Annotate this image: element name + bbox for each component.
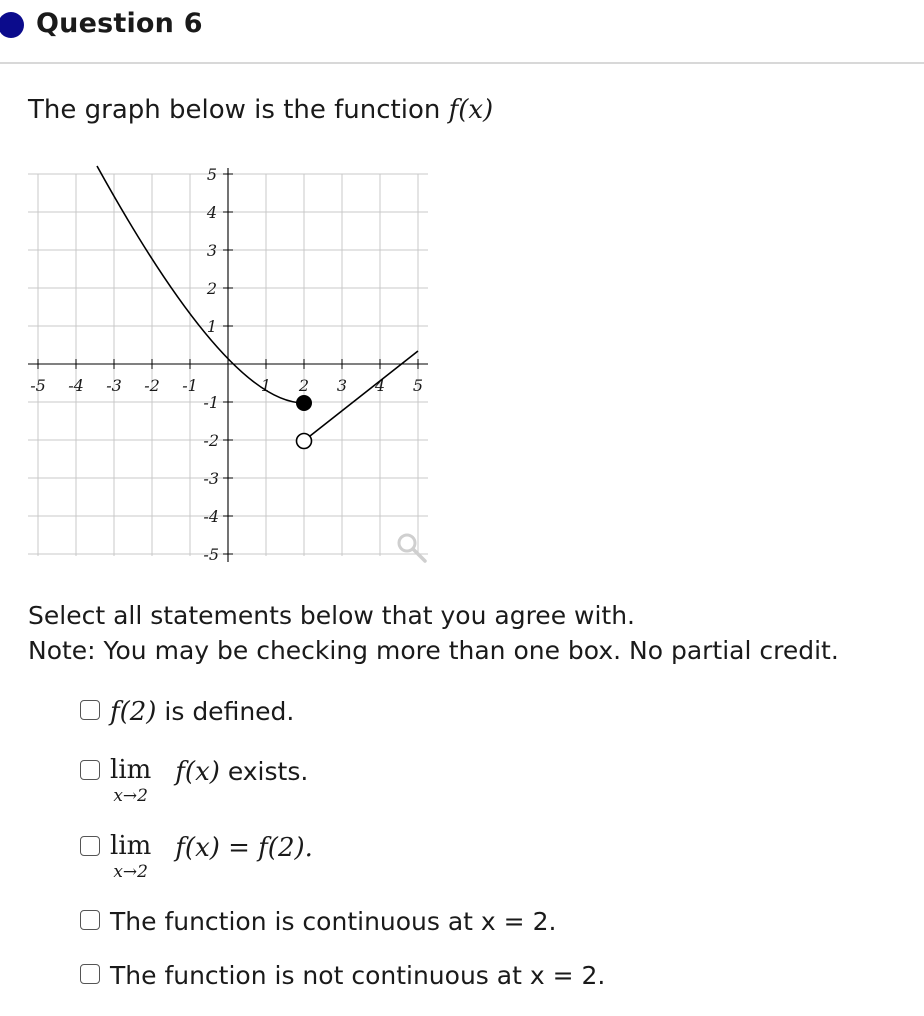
- magnifier-icon[interactable]: [399, 535, 425, 561]
- limit-notation: [110, 832, 151, 882]
- closed-point: [296, 395, 312, 411]
- checkbox-option-3[interactable]: [80, 836, 100, 856]
- prompt-function: f(x): [448, 95, 494, 125]
- x-tick-labels: [30, 376, 423, 395]
- limit-notation: [110, 756, 151, 806]
- y-tick-label: -1: [203, 393, 219, 412]
- question-prompt: [28, 95, 493, 125]
- y-tick-label: -5: [203, 545, 219, 564]
- option-continuous[interactable]: [80, 906, 556, 938]
- x-tick-label: -4: [68, 376, 84, 395]
- x-tick-label: 4: [374, 376, 386, 395]
- x-tick-label: 5: [412, 376, 424, 395]
- x-tick-label: 3: [336, 376, 348, 395]
- y-tick-label: -2: [203, 431, 219, 450]
- axes: [28, 168, 428, 562]
- option-f2-defined[interactable]: [80, 696, 294, 728]
- instruction-line-1: Select all statements below that you agree with.: [28, 601, 636, 630]
- y-tick-label: -4: [203, 507, 219, 526]
- y-tick-label: 3: [206, 241, 217, 260]
- option-not-continuous[interactable]: [80, 960, 605, 992]
- option-2-text: exists.: [219, 757, 309, 786]
- checkbox-option-4[interactable]: [80, 910, 100, 930]
- lim-word: lim: [110, 755, 152, 785]
- function-graph: [0, 150, 440, 575]
- instructions: [28, 598, 839, 668]
- x-tick-label: -3: [106, 376, 122, 395]
- x-tick-label: -5: [30, 376, 46, 395]
- option-1-math: f(2): [110, 697, 157, 727]
- question-title: Question 6: [36, 8, 203, 39]
- x-tick-label: 1: [260, 376, 272, 395]
- option-5-text: The function is not continuous at x = 2.: [110, 961, 606, 990]
- x-tick-label: -1: [182, 376, 198, 395]
- status-dot-icon: [0, 12, 24, 38]
- open-point: [297, 434, 312, 449]
- x-tick-label: -2: [144, 376, 160, 395]
- checkbox-option-2[interactable]: [80, 760, 100, 780]
- option-4-text: The function is continuous at x = 2.: [110, 907, 557, 936]
- lim-word: lim: [110, 831, 152, 861]
- option-1-text: is defined.: [156, 697, 295, 726]
- y-tick-label: 1: [206, 317, 217, 336]
- option-3-math: f(x) = f(2).: [175, 833, 313, 863]
- lim-subscript: x→2: [113, 786, 148, 806]
- instruction-line-2: Note: You may be checking more than one box. No partial credit.: [28, 636, 839, 665]
- option-limit-equals-f2[interactable]: [80, 832, 313, 882]
- option-2-math: f(x): [175, 757, 220, 787]
- option-limit-exists[interactable]: [80, 756, 308, 806]
- y-tick-label: 4: [206, 203, 217, 222]
- y-tick-label: 2: [206, 279, 217, 298]
- prompt-text: The graph below is the function: [28, 95, 441, 125]
- checkbox-option-1[interactable]: [80, 700, 100, 720]
- question-header: [0, 0, 924, 64]
- y-tick-label: -3: [203, 469, 219, 488]
- y-tick-label: 5: [206, 165, 217, 184]
- x-tick-label: 2: [298, 376, 310, 395]
- checkbox-option-5[interactable]: [80, 964, 100, 984]
- curve-left-branch: [97, 166, 304, 403]
- lim-subscript: x→2: [113, 862, 148, 882]
